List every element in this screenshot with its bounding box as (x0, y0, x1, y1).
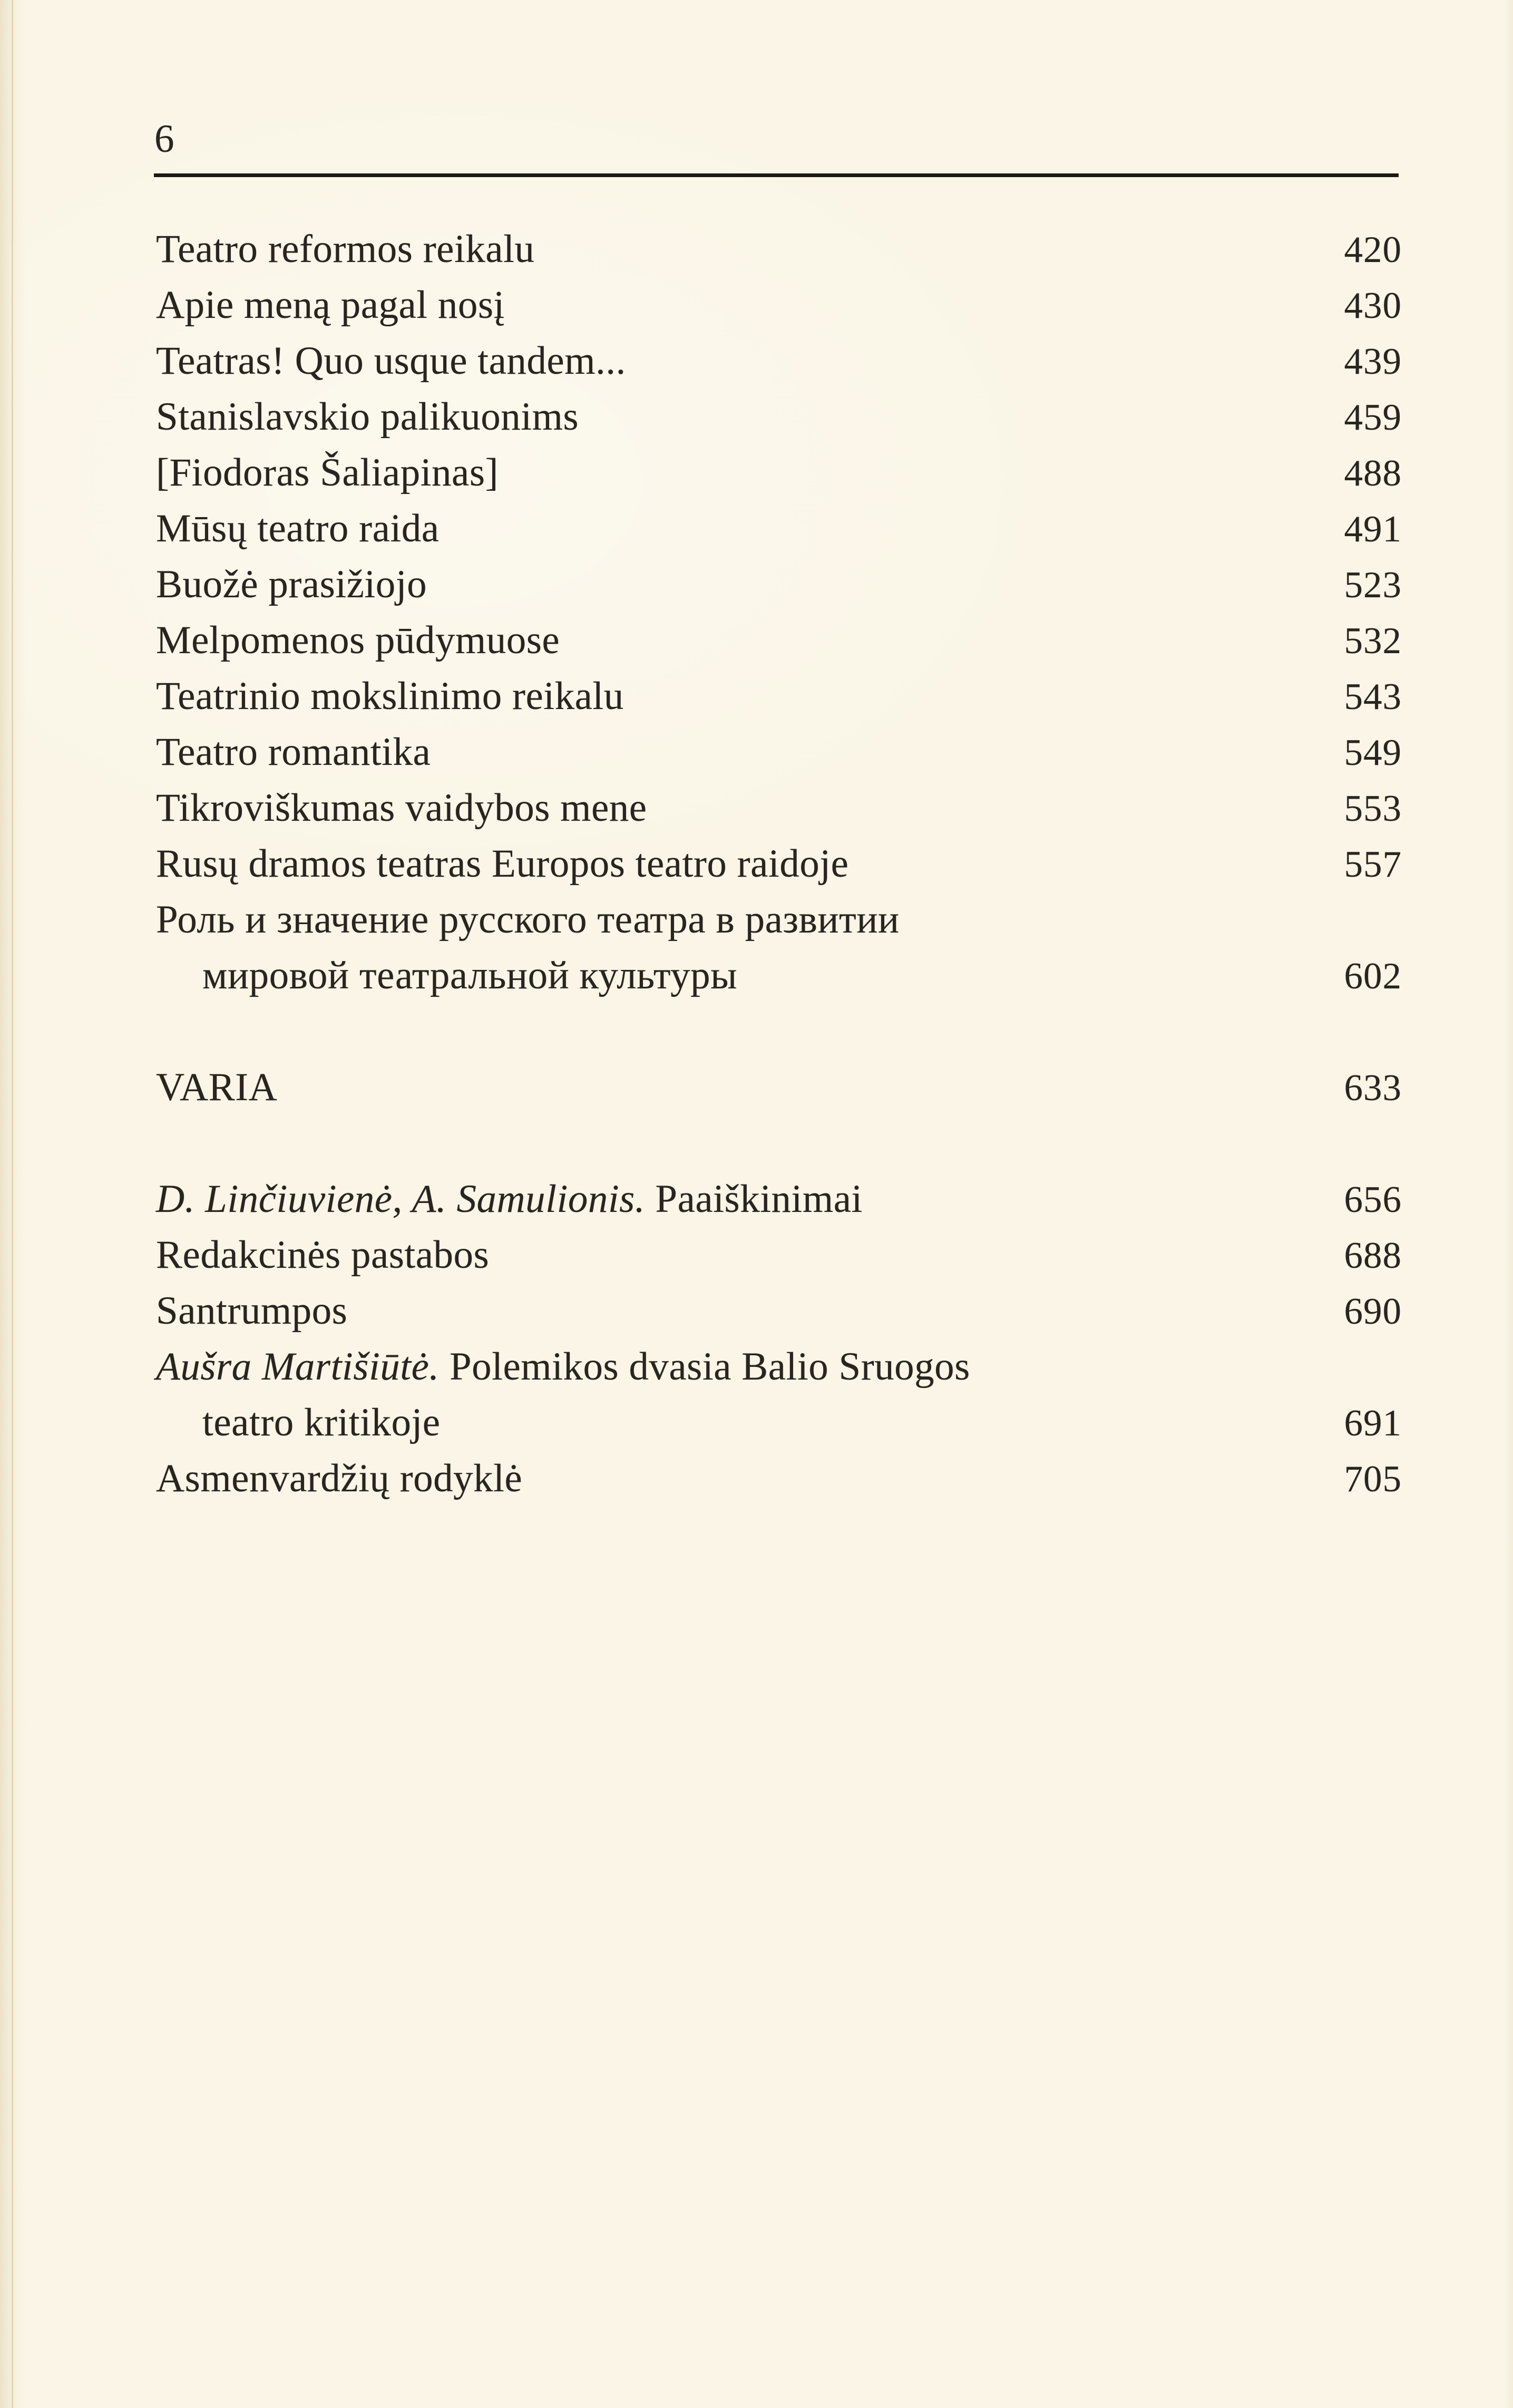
toc-entry (156, 1060, 1402, 1115)
toc-entry-title: Buožė prasižiojo (156, 562, 427, 606)
toc-entry-title: D. Linčiuvienė, A. Samulionis. Paaiškinimai (156, 1177, 863, 1221)
toc-entry (156, 892, 1402, 948)
toc-entry-title: Teatras! Quo usque tandem... (156, 339, 626, 383)
header-rule (154, 173, 1399, 177)
toc-entry-title: [Fiodoras Šaliapinas] (156, 451, 499, 494)
toc-entry-page: 553 (1344, 788, 1402, 829)
toc-entry-page: 523 (1344, 565, 1402, 606)
toc-entry (156, 1283, 1402, 1339)
toc-entry-page: 491 (1344, 509, 1402, 550)
toc-entry (156, 557, 1402, 613)
toc-entry-page: 430 (1344, 285, 1402, 326)
toc-entry (156, 501, 1402, 557)
toc-entry-page: 656 (1344, 1179, 1402, 1220)
toc-entry-title: VARIA (156, 1065, 278, 1109)
toc-entry-page: 420 (1344, 229, 1402, 270)
toc-entry-page: 439 (1344, 341, 1402, 382)
toc-entry-page: 543 (1344, 676, 1402, 717)
toc-entry-page: 602 (1344, 956, 1402, 997)
toc-entry (156, 333, 1402, 389)
toc-entry-page: 633 (1344, 1067, 1402, 1109)
toc-entry-title: Rusų dramos teatras Europos teatro raidoje (156, 842, 849, 886)
toc-entry (156, 389, 1402, 445)
toc-entry (156, 277, 1402, 333)
toc-entry (156, 668, 1402, 724)
toc-entry-page: 557 (1344, 844, 1402, 885)
toc-entry-title: мировой театральной культуры (202, 954, 738, 997)
toc-entry-title: Teatrinio mokslinimo reikalu (156, 674, 624, 718)
toc-entry-title: Tikroviškumas vaidybos mene (156, 786, 647, 830)
toc-entry-page: 705 (1344, 1459, 1402, 1500)
toc-entry-title: Aušra Martišiūtė. Polemikos dvasia Balio Sruogos (156, 1345, 970, 1389)
toc-entry-author: Aušra Martišiūtė. (156, 1345, 440, 1389)
toc-entry-title: Stanislavskio palikuonims (156, 395, 579, 439)
toc-entry-title: teatro kritikoje (202, 1401, 441, 1444)
toc-entry-author: D. Linčiuvienė, A. Samulionis. (156, 1177, 646, 1221)
toc-entry (156, 1171, 1402, 1227)
toc-entry (156, 1395, 1402, 1451)
toc-entry (156, 836, 1402, 892)
toc-entry-title: Mūsų teatro raida (156, 507, 440, 550)
toc-entry (156, 221, 1402, 277)
toc-entry-title: Asmenvardžių rodyklė (156, 1457, 523, 1500)
toc-entry (156, 724, 1402, 780)
toc-entry (156, 780, 1402, 836)
toc-entry (156, 1227, 1402, 1283)
toc-entry-title: Redakcinės pastabos (156, 1233, 490, 1277)
toc-entry-page: 690 (1344, 1291, 1402, 1332)
toc-entry (156, 613, 1402, 668)
toc-entry-page: 549 (1344, 732, 1402, 773)
toc-entry (156, 1339, 1402, 1395)
toc-entry (156, 445, 1402, 501)
toc-entry-title: Apie meną pagal nosį (156, 283, 505, 327)
toc-entry-title: Роль и значение русского театра в развитии (156, 898, 900, 941)
toc-entry-page: 532 (1344, 620, 1402, 662)
toc-entry-page: 691 (1344, 1403, 1402, 1444)
toc-list (156, 221, 1402, 1507)
toc-entry-page: 488 (1344, 453, 1402, 494)
page-number: 6 (154, 117, 175, 161)
toc-entry-title: Santrumpos (156, 1289, 348, 1333)
toc-entry-title: Teatro reformos reikalu (156, 227, 535, 271)
toc-entry-title: Teatro romantika (156, 730, 431, 774)
toc-entry (156, 1451, 1402, 1507)
toc-entry-page: 459 (1344, 397, 1402, 438)
toc-entry-title: Melpomenos pūdymuose (156, 618, 560, 662)
toc-entry-page: 688 (1344, 1235, 1402, 1276)
toc-entry (156, 948, 1402, 1004)
